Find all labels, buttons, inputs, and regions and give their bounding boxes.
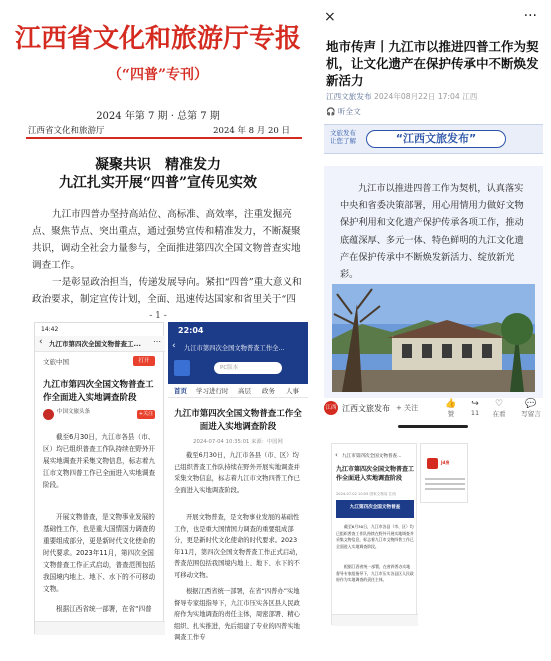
article-paragraph: 截至6月30日，九江市各县（市、区）均已组织普查工作队持续在野外开展实地调查并采集文物信息，标志着九江市文物四普工作已全面进入实地调查阶段。 [43,433,156,489]
article-paragraph: 根据江西省统一部署，在省四普办实地督导专家组指导下，九江市压实各县区人民政府作为实地调查的责任主体。 [336,564,414,583]
official-site-screen [331,443,417,625]
bulletin-subtitle: （“四普”专刊） [107,67,209,83]
brand-banner [324,124,543,154]
bulletin-headline: 凝聚共识 精准发力 [95,157,221,173]
bulletin-paragraph: 九江市四普办坚持高站位、高标准、高效率，注重发掘亮点、聚焦节点、突出重点，通过强势宣传和精准发力，不断凝聚共识，调动全社会力量参与，全面推进第四次全国文物普查实地调查工作。 [32,209,301,271]
wow-button[interactable] [488,399,510,418]
tab-gov[interactable]: 政务 [262,387,275,395]
tab-senior[interactable]: 高层 [238,387,251,395]
back-arrow-icon[interactable]: ‹ [172,341,176,351]
article-title: 九江市第四次全国文物普查工作全面进入实地调查阶段 [174,409,302,432]
more-icon[interactable]: ⋯ [153,337,161,346]
article-meta: 2024-07-04 10:35:01 来源：中国网 [193,439,283,445]
follow-button[interactable]: + 关注 [396,404,419,412]
article-paragraph: 截至6月30日，九江市各县（市、区）均已组织普查工作队持续在野外开展实地调查并采集文物信息，标志着九江市文物四普工作已全面进入实地调查阶段。 [174,452,300,494]
close-icon[interactable]: × [324,9,336,25]
banner-text: 九江第四次全国文物普查 [349,505,401,510]
home-indicator [398,425,468,428]
bulletin-title: 江西省文化和旅游厅专报 [14,24,301,54]
portal-news-screen [168,322,308,641]
article-meta [326,91,477,102]
search-input[interactable]: PC版本 [214,362,282,374]
status-time: 22:04 [178,326,204,335]
app-logo-icon [427,458,438,469]
article-paragraph: 根据江西省统一部署，在省“四普 [56,605,152,613]
article-banner [336,500,414,518]
inset-tag: Jd房 [441,460,450,465]
banner-brand: “江西文旅发布” [366,130,506,148]
article-paragraph: 截至6月30日，九江市各县（市、区）均已组织普查工作队持续在野外开展实地调查并采集文物信息，标志着九江市文物四普工作已全面进入实地调查阶段。 [336,524,414,549]
listen-label: 听全文 [337,107,361,116]
publish-info: 2024年08月22日 17:04 江西 [373,92,478,101]
portal-logo-icon [174,360,190,376]
comment-button[interactable] [516,399,546,418]
bulletin-issue: 2024 年第 7 期 · 总第 7 期 [96,111,220,122]
article-action-bar [316,398,551,425]
author-name: 中国文旅头条 [57,409,91,415]
channel-tabs [168,384,308,398]
back-arrow-icon[interactable]: ‹ [335,451,338,459]
article-body [324,166,543,398]
portal-header [168,322,308,384]
official-bulletin [0,0,316,330]
comment-label: 写留言 [521,410,541,418]
article-title: 九江市第四次全国文物普查工作全面进入实地调查阶段 [43,380,154,403]
share-button[interactable] [464,399,486,417]
bottom-bar [35,621,165,635]
bulletin-paragraph: 一是彰显政治担当，传递发展导向。紧扣“四普”重大意义和政治要求，制定宣传计划，全面、迅速传达国家和省里关于“四 [32,277,302,305]
banner-tag: 文旅发布 让您了解 [330,129,356,145]
article-paragraph: 根据江西省统一部署，在省“四普办”实地督导专家组指导下，九江市压实各区县人民政府作为实地调查的责任主体，周密部署、精心组织、扎实推进，先后组建了专业的四普实地调查工作专 [174,588,300,641]
more-icon[interactable]: ··· [523,8,537,24]
news-app-screen [34,322,164,634]
bulletin-subheadline: 九江扎实开展“四普”宣传见实效 [58,175,258,191]
like-button[interactable] [440,399,462,418]
account-link[interactable]: 江西文旅发布 [326,92,372,101]
share-icon: ↪ [471,399,479,409]
page-number: - 1 - [149,311,167,321]
headphone-icon: 🎧 [326,107,336,116]
nav-title: 九江市第四次全国文物普查... [342,454,402,459]
account-name[interactable]: 江西文旅发布 [342,404,390,413]
inset-thumbnail [420,443,468,503]
tab-personnel[interactable]: 人事 [286,387,299,395]
red-rule-divider [26,137,302,139]
listen-button[interactable] [326,106,361,117]
comment-icon: 💬 [525,399,537,409]
article-meta: 2024-07-02 10:55 国家文物局 江西 [336,492,396,496]
status-bar: 14:42 [41,326,59,333]
nav-bar [35,336,165,352]
nav-title: 九江市第四次全国文物普查工作全... [184,345,285,352]
wechat-article-screen [316,0,551,425]
author-logo-icon [43,409,54,420]
share-count: 11 [470,409,480,417]
open-app-button[interactable]: 打开 [133,356,155,366]
article-paragraph: 开展文物普查，是文物事业发展的基础性工作，也是重大国情国力调查的重要组成部分，更是新时代文化使命的时代要求。2023年11月，第四次全国文物普查工作正式启动，普查范围包括我国境内地上、地下、水下的不可移动文物。 [43,513,156,593]
wow-label: 在看 [492,410,506,418]
article-paragraph: 九江市以推进四普工作为契机，认真落实中央和省委决策部署，用心用情用力做好文物保护利用和文化遗产保护传承各项工作，推动底蕴深厚、多元一体、特色鲜明的九江文化遗产在保护传承中不断焕发新活力、绽放新光彩。 [340,183,524,281]
tab-home[interactable]: 首页 [174,387,187,395]
text-placeholder-lines [425,478,465,498]
like-label: 赞 [447,410,455,418]
photo-illustration [332,284,535,392]
back-arrow-icon[interactable]: ‹ [39,337,43,347]
article-title: 九江市第四次全国文物普查工作全面进入实地调查阶段 [336,466,415,482]
heart-icon: ♡ [494,399,504,409]
nav-bar [332,452,418,462]
follow-button[interactable]: +关注 [138,411,154,417]
nav-bar [168,341,308,355]
article-title: 地市传声丨九江市以推进四普工作为契机，让文化遗产在保护传承中不断焕发新活力 [326,39,539,88]
heritage-building-photo [332,284,535,392]
account-avatar[interactable]: 江西文旅 [324,401,338,415]
bulletin-date: 2024 年 8 月 20 日 [213,126,290,136]
tab-learning[interactable]: 学习进行时 [196,387,229,395]
bottom-bar [332,614,418,626]
nav-title: 九江市第四次全国文物普查工... [49,340,141,348]
source-name: 文旅中国 [43,358,69,366]
article-paragraph: 开展文物普查，是文物事业发展的基础性工作，也是重大国情国力调查的重要组成部分，更是新时代文化使命的时代要求。2023年11月，第四次全国文物普查工作正式启动，普查范围包括我国境内地上、地下、水下的不可移动文物。 [174,514,302,579]
bulletin-org: 江西省文化和旅游厅 [28,126,105,136]
thumbs-up-icon: 👍 [445,399,457,409]
